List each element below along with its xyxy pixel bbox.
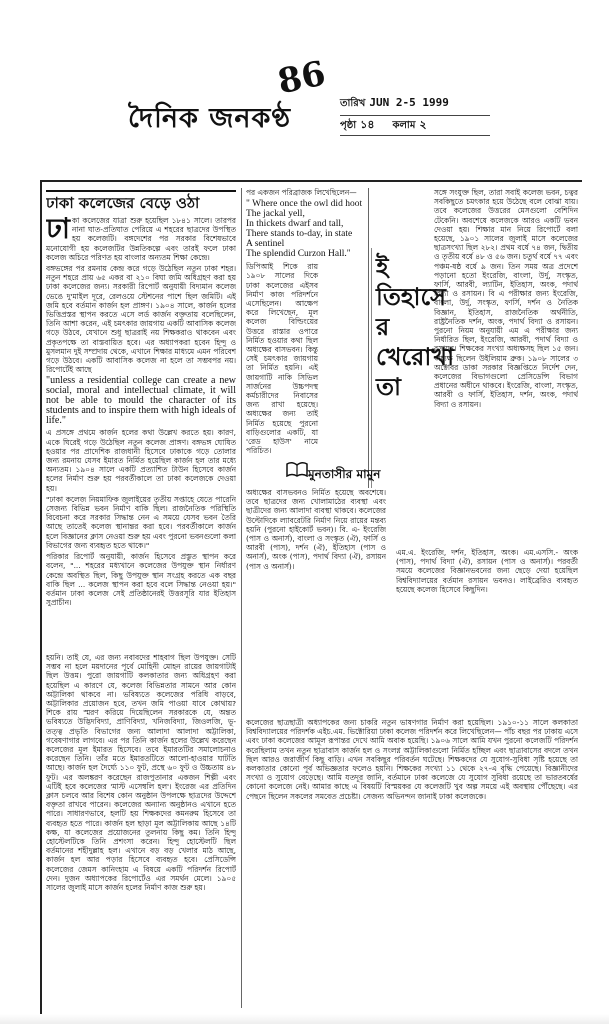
article-paragraph: বঙ্গভঙ্গের পর রমনায় কেন্দ্র করে গড়ে উঠেছিল নতুন ঢাকা শহর। নতুন শহরে প্রায় ৬৫ একর বা ২১০ বিঘা জমি অধিগ্রহণ করা হয় ঢাকা কলেজের জন্য। সরকারী রিপোর্ট অনুযায়ী বিদ্যমান কলেজ ভেঙে দু'মাইল দূরে, রেলওয়ে স্টেশনের পাশে ছিল জমিটি। এই জমি হবে বর্তমান কার্জন হল প্রাঙ্গণ। ১৯০৪ সালে, কার্জন হলের ভিত্তিপ্রস্তর স্থাপন করতে এসে লর্ড কার্জন বক্তৃতায় বলেছিলেন, তিনি আশা করেন, এই চমৎকার জায়গায় একটি আবাসিক কলেজ গড়ে উঠবে, যেখানে শুধু ছাত্ররাই নয় শিক্ষকরাও থাকবেন এবং প্রকৃতপক্ষে তা বাস্তবায়িত হবে। এর অধ্যাপকরা হবেন হিন্দু ও মুসলমান দুই সম্প্রদায় থেকে, এখানে শিক্ষার মাধ্যমে এমন পরিবেশ গড়ে উঠবে। একটি আবাসিক কলেজ না হলে তা সম্ভবপর নয়। রিপোর্টেই আছে — [46, 264, 236, 375]
poem-line: The splendid Curzon Hall." — [246, 249, 351, 260]
article-body — [46, 188, 578, 1011]
scan-border — [0, 1014, 609, 1024]
article-paragraph: সঙ্গে সংযুক্ত ছিল, তারা সবাই কলেজ ভবন, চত্বর সবকিছুতে চমৎকার হয়ে উঠেছে বলে বোঝা যায়। তবে কলেজের উত্তরের মেসগুলো বেশিদিন টেকেনি। অবশেষে কলেজকে আরও একটি ভবন দেওয়া হয়। শিক্ষার মান নিয়ে রিপোর্টে বলা হয়েছে, ১৯০১ সালের জুলাই মাসে কলেজের ছাত্রসংখ্যা ছিল ২৮২। প্রথম বর্ষে ৭৪ জন, দ্বিতীয় ও তৃতীয় বর্ষে ৪৮ ও ৫৬ জন। চতুর্থ বর্ষে ৭৭ এবং পঞ্চম-ষষ্ঠ বর্ষে ৯ জন। তিন সময় অত্র প্রদেশে পড়ানো হতো ইংরেজি, বাংলা, উর্দু, সংস্কৃত, ফার্সি, আরবী, ল্যাটিন, ইতিহাস, অংক, পদার্থ বিদ্যা ও রসায়ন। বি এ পরীক্ষার জন্য ইংরেজি, বাংলা, উর্দু, সংস্কৃত, ফার্সি, দর্শন ও নৈতিক বিজ্ঞান, ইতিহাস, রাজনৈতিক অর্থনীতি, রাষ্ট্রনৈতিক দর্শন, অংক, পদার্থ বিদ্যা ও রসায়ন। পুরনো নিয়ম অনুযায়ী এম এ পরীক্ষার জন্য নির্ধারিত ছিল, ইংরেজি, আরবী, পদার্থ বিদ্যা ও রসায়ন। শিক্ষকের সংখ্যা অধ্যক্ষসহ ছিল ১৫ জন। অধ্যক্ষ ছিলেন উইলিয়াম ব্রুক। ১৯০৮ সালের ৩ অক্টোবর ডাকা সরকার বিজ্ঞপ্তিতে নির্দেশ দেন, কলেজের বিভাগগুলো প্রেসিডেন্সি বিভাগ প্রধানের অধীনে থাকবে। ইংরেজি, বাংলা, সংস্কৃত, আরবী ও ফার্সি, ইতিহাস, দর্শন, অংক, পদার্থ বিদ্যা ও রসায়ন। — [434, 188, 578, 409]
article-paragraph: এম.এ. ইংরেজি, দর্শন, ইতিহাস, অংক। এম.এসসি.- অংক (পাস), পদার্থ বিদ্যা (ঐ), রসায়ন (পাস ও অনার্স)। পরবর্তী সময়ে কলেজের বিজ্ঞানভবনের জন্য ছেড়ে দেয়া হয়েছিল বিশ্ববিদ্যালয়ের বর্তমান রসায়ন ভবনও। লাইব্রেরিও ব্যবহৃত হয়েছে কলেজ হিসেবে কিছুদিন। — [396, 548, 578, 594]
stamp-date-value: JUN 2-5 1999 — [369, 96, 449, 109]
article-paragraph: হয়নি। তাই যে, এর জন্য নবাবদের শাহবাগ ছিল উপযুক্ত। সেটি সম্ভব না হলে ময়দানের পূর্বে মোহিনী মোহন রায়ের জায়গাটাই ছিল উত্তম। পুরো জায়গাটি কলকাতার জন্য অধিগ্রহণ করা হয়েছিল এ কারণে যে, কলেজ বিভিন্নতার সামনে আর কোন অট্টালিকা থাকবে না। ভবিষ্যতে কলেজের পরিধি বাড়বে, অট্টালিকার প্রয়োজন হবে, তখন জমি পাওয়া যাবে কোথায়? শিকে রায় স্মরণ করিয়ে দিয়েছিলেন সরকারকে যে, অন্তত ভবিষ্যতে উদ্ভিদবিদ্যা, প্রাণিবিদ্যা, খনিজবিদ্যা, জিওলজি, ভূ-তত্ত্ব প্রভৃতি বিভাগের জন্য আলাদা আলাদা অট্টালিকা, গবেষণাগার লাগবে। এর পর তিনি কার্জন হলের উল্লেখ করেছেন কলেজের মূল ইমারত হিসেবে। তবে ইমারতটির সমালোচনাও করেছেন তিনি। তাঁর মতে ইমারতটিতে আলো-হাওয়ার ঘাটতি আছে। কার্জন হল দৈর্ঘ্যে ১১০ ফুট, প্রস্থে ৬০ ফুট ও উচ্চতায় ৪৮ ফুট। এর অলঙ্করণ করেছেন রাজপুতানার একজন শিল্পী এবং এটিই হবে কলেজের 'মাস্ট এসেম্বলি হল'। ইংরেজ এর প্রতিদিন ক্লাস চলবে আর বিশেষ কোন অনুষ্ঠান উপলক্ষে ছাত্রদের উদ্দেশে বক্তৃতা রাখবে পারেন। কলেজের অন্যান্য অনুষ্ঠানও এখানে হতে পারে। সাধারণভাবে, হলটি হয় শিক্ষকদের কমনরুম হিসেবে তা ব্যবহৃত হতে পারে। কার্জন হল ছাড়া মূল অট্টালিকায় আছে ১৪টি কক্ষ, যা কলেজের প্রয়োজনের তুলনায় কিছু কম। তিনি হিন্দু হোস্টেলটিকে তিনি প্রশংসা করেন। হিন্দু হোস্টেলটি ছিল বর্তমানের শহীদুল্লাহ হল। এখানে বড় বড় খেলার মাঠ আছে, কার্জন হল আর পড়ার হিসেবে ব্যবহৃত হবে। প্রেসিডেন্সি কলেজের জেমস কানিংহাম এ বিষয়ে একটি পরিদর্শন রিপোর্ট দেন। দুজন অধ্যাপকের রিপোর্টেও এর সমর্থন মেলে। ১৯০৫ সালের জুলাই মাসে কার্জন হলের নির্মাণ কাজ শুরু হয়। — [46, 653, 236, 893]
poem-line: A sentinel — [246, 239, 285, 250]
stamp-page-value: ১৪ — [360, 118, 375, 131]
english-poem — [246, 199, 366, 259]
english-quote: "unless a residential college can create a new social, moral and intellectual climate, it will not be able to mould the character of its students and to inspire them with high ideals of life." — [46, 375, 236, 427]
article-column-1 — [46, 188, 236, 648]
stamp-date-label: তারিখ — [340, 98, 366, 109]
column-title: ইতিহাসের খেরোখাতা — [376, 252, 455, 401]
column-rule — [241, 188, 242, 1008]
article-paragraph: কলেজের ছাত্রছাত্রী অধ্যাপকের জন্য চাকরি নতুন ভাষণগার নির্মাণ করা হয়েছিল। ১৯১০-১১ সালে কলকাতা বিশ্ববিদ্যালয়ের পরিদর্শক এইচ.এম. ভিক্টোরিয়া ঢাকা কলেজ পরিদর্শন করে লিখেছিলেন— পাঁচ বছর পর ঢাকায় এসে এবং ঢাকা কলেজের আমূল রূপান্তর দেখে আমি অবাক হয়েছি। ১৯০৬ সালে আমি যখন পুরনো কলেজটি পরিদর্শন করেছিলাম তখন নতুন ছাত্রাবাস কার্জন হল ও সংলগ্ন অট্টালিকাগুলো নির্মিত হচ্ছিল এবং ছাত্রাবাসের বদলে তখন ছিল আরও জরাজীর্ণ কিছু বাড়ি। এখন সবকিছুর পরিবর্তন ঘটেছে। শিক্ষকদের যে সুযোগ-সুবিধা সৃষ্টি হয়েছে তা কলকাতার কোনো পূর্ব অভিজ্ঞতার ফলেও হয়নি। শিক্ষকের সংখ্যা ১১ থেকে ২৭-এ বৃদ্ধি পেয়েছে। বিজ্ঞানীদের সংখ্যা ও সুযোগ বেড়েছে। আমি যতদূর জানি, বর্তমানে ঢাকা কলেজে যে সুযোগ সুবিধা রয়েছে তা ভারতবর্ষের কোনো কলেজে নেই। আমার কাছে এ বিষয়টি বিস্ময়কর যে কলেজটি খুব অল্প সময়ে এই অবস্থায় পৌঁছেছে। এর পেছনে ছিলেন সকলের সমবেত প্রচেষ্টা। সেজন্য অভিনন্দন জানাই ঢাকা কলেজকে। — [246, 718, 578, 801]
article-paragraph — [46, 212, 236, 262]
newspaper-clipping — [40, 180, 582, 1017]
article-paragraph: অধ্যক্ষের বাসভবনও নির্মিত হয়েছে অবশেষে। তবে ছাত্রদের জন্য খোলামাঠের ব্যবস্থা এবং ছাত্রীদের জন্য আলাদা ব্যবস্থা থাকবে। কলেজের উল্টোদিকে ল্যাবরেটরি নির্মাণ নিয়ে রায়ের মন্তব্য হয়নি (পুরনো হাইকোর্ট ভবন)। বি. এ- ইংরেজি (পাস ও অনার্স), বাংলা ও সংস্কৃত (ঐ), ফার্সি ও আরবী (পাস), দর্শন (ঐ), ইতিহাস (পাস ও অনার্স), অংক (পাস), পদার্থ বিদ্যা (ঐ), রসায়ন (পাস ও অনার্স)। — [246, 488, 386, 571]
stamp-date-row — [340, 96, 490, 116]
stamp-page-row — [340, 116, 490, 136]
article-headline: ঢাকা কলেজের বেড়ে ওঠা — [46, 190, 236, 212]
poem-line: The jackal yell, — [246, 209, 305, 220]
column-rule — [368, 188, 369, 488]
article-paragraph: পরিকার রিপোর্ট অনুযায়ী, কার্জন হিসেবে প্রস্তুত স্থাপন করে বলেন, "... শহরের মধ্যখানে কলেজের উপযুক্ত স্থান নির্ধারণ কেন্দ্রে অবস্থিত ছিল, কিছু উপযুক্ত স্থান সংগ্রহ করতে এক বছর বাকি ছিল ... কলেজ স্থাপন করা হবে বলে সিদ্ধান্ত নেওয়া হয়।" বর্তমান ঢাকা কলেজ সেই প্রতিষ্ঠানেরই উত্তরসূরি যার ইতিহাস সুপ্রাচীন। — [46, 552, 236, 608]
poem-line: " Where once the owl did hoot — [246, 199, 363, 210]
article-paragraph: পর একজন পরিব্রাজক লিখেছিলেন— — [246, 188, 357, 197]
stamp-column-label: কলাম — [392, 120, 416, 131]
article-column-2 — [246, 188, 366, 488]
article-wide-paragraph — [246, 718, 578, 1018]
masthead-title: দৈনিক জনকণ্ঠ — [128, 103, 292, 134]
open-book-icon — [286, 461, 308, 477]
archive-stamp — [340, 96, 490, 136]
paragraph-text: কা কলেজের যাত্রা শুরু হয়েছিল ১৮৪১ সালে। তারপর নানা ঘাত-প্রতিঘাত পেরিয়ে এ শহরের ছাত্রদের উপস্থিত হয় কলেজটি। বঙ্গদেশের পর সরকার বিশেষভাবে মনোযোগী হয় কলেজটির উন্নতিকল্পে এবং তারই ফলে ঢাকা কলেজ অচিরে পরিণত হয় বাংলার অন্যতম শিক্ষা কেন্দ্রে। — [46, 216, 236, 262]
article-column-3-lower — [396, 548, 578, 718]
article-column-1-lower — [46, 653, 236, 1003]
page-number: 86 — [274, 53, 329, 103]
stamp-page-label: পৃষ্ঠা — [340, 120, 357, 131]
article-paragraph: "ঢাকা কলেজ নিয়মাফিক জুলাইয়ের তৃতীয় সপ্তাহে যেতে পারেনি সেজন্য বিভিন্ন ভবন নির্মাণ বাকি ছিল। রাজনৈতিক পরিস্থিতি বিবেচনা করে সরকার সিদ্ধান্ত নেন এ সময়ে যেসব ভবন তৈরি আছে তাতেই কলেজ স্থানান্তর করা হবে। পরবর্তীকালে কার্জন হলে বিজ্ঞানের ক্লাস নেওয়া শুরু হয় এবং পুরনো ভবনগুলো কলা বিভাগের জন্য ব্যবহৃত হতে থাকে।" — [46, 494, 236, 550]
author-byline: মুনতাসীর মামুন — [308, 467, 381, 481]
drop-cap: ঢা — [46, 212, 70, 245]
article-paragraph: এ প্রসঙ্গে প্রথমে কার্জন হলের কথা উল্লেখ করতে হয়। কারণ, একে ঘিরেই গড়ে উঠেছিল নতুন কলেজ প্রাঙ্গণ। বঙ্গভঙ্গ ঘোষিত হওয়ার পর প্রাদেশিক রাজধানী হিসেবে ঢাকাকে গড়ে তোলার জন্য রমনায় যেসব ইমারত নির্মিত হয়েছিল কার্জন হল তার মধ্যে অন্যতম। ১৯০৪ সালে একটি প্রত্যাশিত টাউন হিসেবে কার্জন হলের নির্মাণ শুরু হয় পরবর্তীকালে তা ঢাকা কলেজকে দেওয়া হয়। — [46, 428, 236, 493]
article-paragraph: ডিপিআই শিকে রায় ১৯০৮ সালের দিকে ঢাকা কলেজের এইসব নির্মাণ কাজ পরিদর্শনে এসেছিলেন। আক্ষেপ করে লিখেছেন, মূল কলেজ বিল্ডিংয়ের উত্তরে রাস্তার ওপারে নির্মিত হওয়ার কথা ছিল অধ্যক্ষের বাসভবন। কিন্তু সেই চমৎকার জায়গায় তা নির্মিত হয়নি। এই জায়গাটি নাকি সিভিল সার্জনের উচ্চপদস্থ কর্মচারীদের নিবাসের জন্য রাখা হয়েছে। অধ্যক্ষের জন্য তাই নির্মিত হয়েছে পুরনো বাড়িগুলোর একটি, যা 'রেড হাউস' নামে পরিচিত। — [246, 262, 318, 456]
article-column-2-lower — [246, 488, 386, 718]
poem-line: In thickets dwarf and tall, — [246, 219, 344, 230]
stamp-column-value: ২ — [419, 118, 427, 131]
article-column-3 — [372, 188, 578, 548]
poem-line: There stands to-day, in state — [246, 229, 353, 240]
